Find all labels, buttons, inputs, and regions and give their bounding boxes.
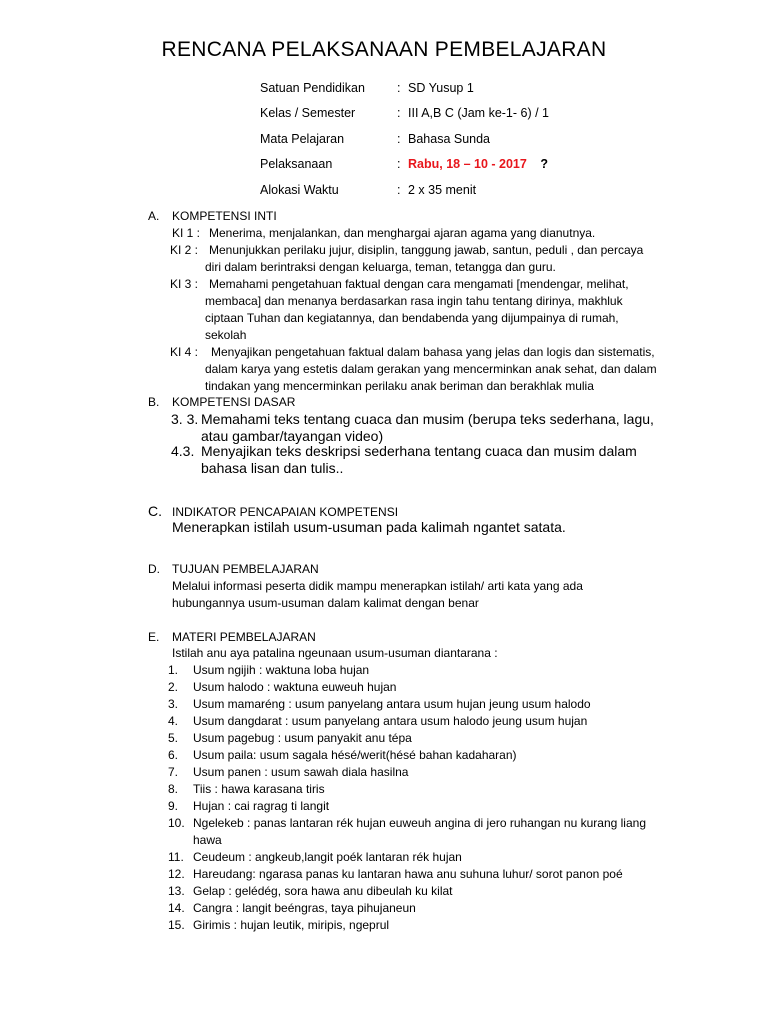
list-item: Usum paila: usum sagala hésé/werit(hésé bahan kadaharan) bbox=[193, 748, 517, 762]
list-item-number: 15. bbox=[168, 918, 185, 932]
section-b-title: KOMPETENSI DASAR bbox=[172, 395, 296, 409]
list-item-number: 4. bbox=[168, 714, 179, 728]
ki4-line: Menyajikan pengetahuan faktual dalam bahasa yang jelas dan logis dan sistematis, bbox=[211, 345, 655, 359]
list-item: Usum halodo : waktuna euweuh hujan bbox=[193, 680, 397, 694]
kd1-number: 3. 3. bbox=[171, 411, 199, 427]
info-value: Bahasa Sunda bbox=[408, 132, 491, 146]
list-item-number: 9. bbox=[168, 799, 179, 813]
ki4-label: KI 4 : bbox=[170, 345, 199, 359]
list-item-number: 1. bbox=[168, 663, 179, 677]
tujuan-line: Melalui informasi peserta didik mampu menerapkan istilah/ arti kata yang ada bbox=[172, 579, 583, 593]
ki1-line: Menerima, menjalankan, dan menghargai ajaran agama yang dianutnya. bbox=[209, 226, 596, 240]
ki2-line: Menunjukkan perilaku jujur, disiplin, tanggung jawab, santun, peduli , dan percaya bbox=[209, 243, 644, 257]
info-colon: : bbox=[397, 183, 401, 197]
list-item: Cangra : langit beéngras, taya pihujaneun bbox=[193, 901, 416, 915]
info-value: 2 x 35 menit bbox=[408, 183, 477, 197]
tujuan-line: hubungannya usum-usuman dalam kalimat dengan benar bbox=[172, 596, 479, 610]
info-label: Kelas / Semester bbox=[260, 106, 356, 120]
list-item: Usum ngijih : waktuna loba hujan bbox=[193, 663, 370, 677]
ki4-line: dalam karya yang estetis dalam gerakan yang mencerminkan anak sehat, dan dalam bbox=[205, 362, 657, 376]
list-item: Ceudeum : angkeub,langit poék lantaran rék hujan bbox=[193, 850, 462, 864]
info-value: SD Yusup 1 bbox=[408, 81, 474, 95]
ki2-line: diri dalam berintraksi dengan keluarga, teman, tetangga dan guru. bbox=[205, 260, 556, 274]
indikator-text: Menerapkan istilah usum-usuman pada kalimah ngantet satata. bbox=[172, 519, 566, 535]
list-item-number: 11. bbox=[168, 850, 184, 864]
section-e-letter: E. bbox=[148, 630, 160, 644]
list-item-number: 5. bbox=[168, 731, 179, 745]
section-c-title: INDIKATOR PENCAPAIAN KOMPETENSI bbox=[172, 505, 399, 519]
ki3-line: ciptaan Tuhan dan kegiatannya, dan bendabenda yang dijumpainya di rumah, bbox=[205, 311, 619, 325]
kd1-line: atau gambar/tayangan video) bbox=[201, 428, 384, 444]
list-item-number: 6. bbox=[168, 748, 179, 762]
list-item: Ngelekeb : panas lantaran rék hujan euweuh angina di jero ruhangan nu kurang liang bbox=[193, 816, 646, 830]
list-item-continuation: hawa bbox=[193, 833, 222, 847]
info-colon: : bbox=[397, 81, 401, 95]
ki3-label: KI 3 : bbox=[170, 277, 199, 291]
list-item-number: 10. bbox=[168, 816, 185, 830]
list-item: Tiis : hawa karasana tiris bbox=[193, 782, 325, 796]
kd1-line: Memahami teks tentang cuaca dan musim (berupa teks sederhana, lagu, bbox=[201, 411, 654, 427]
kd2-line: bahasa lisan dan tulis.. bbox=[201, 460, 344, 476]
question-mark: ? bbox=[540, 157, 548, 171]
list-item: Hareudang: ngarasa panas ku lantaran hawa anu suhuna luhur/ sorot panon poé bbox=[193, 867, 623, 881]
section-a-letter: A. bbox=[148, 209, 160, 223]
list-item: Usum panen : usum sawah diala hasilna bbox=[193, 765, 409, 779]
list-item-number: 13. bbox=[168, 884, 185, 898]
info-value-date bbox=[408, 157, 548, 171]
kd2-line: Menyajikan teks deskripsi sederhana tentang cuaca dan musim dalam bbox=[201, 443, 637, 459]
info-label: Alokasi Waktu bbox=[260, 183, 339, 197]
list-item: Usum pagebug : usum panyakit anu tépa bbox=[193, 731, 412, 745]
list-item: Girimis : hujan leutik, miripis, ngeprul bbox=[193, 918, 390, 932]
ki3-line: membaca] dan menanya berdasarkan rasa ingin tahu tentang dirinya, makhluk bbox=[205, 294, 623, 308]
list-item: Usum mamaréng : usum panyelang antara usum hujan jeung usum halodo bbox=[193, 697, 591, 711]
ki3-line: Memahami pengetahuan faktual dengan cara mengamati [mendengar, melihat, bbox=[209, 277, 629, 291]
list-item: Usum dangdarat : usum panyelang antara usum halodo jeung usum hujan bbox=[193, 714, 588, 728]
info-colon: : bbox=[397, 157, 401, 171]
kd2-number: 4.3. bbox=[171, 443, 195, 459]
info-colon: : bbox=[397, 132, 401, 146]
list-item-number: 8. bbox=[168, 782, 179, 796]
ki2-label: KI 2 : bbox=[170, 243, 199, 257]
list-item-number: 12. bbox=[168, 867, 185, 881]
section-e-title: MATERI PEMBELAJARAN bbox=[172, 630, 316, 644]
list-item-number: 7. bbox=[168, 765, 179, 779]
section-a-title: KOMPETENSI INTI bbox=[172, 209, 277, 223]
date-value: Rabu, 18 – 10 - 2017 bbox=[408, 157, 527, 171]
ki1-label: KI 1 : bbox=[172, 226, 201, 240]
info-label: Satuan Pendidikan bbox=[260, 81, 365, 95]
list-item: Gelap : gelédég, sora hawa anu dibeulah ku kilat bbox=[193, 884, 453, 898]
ki3-line: sekolah bbox=[205, 328, 247, 342]
list-item-number: 2. bbox=[168, 680, 179, 694]
info-label: Mata Pelajaran bbox=[260, 132, 345, 146]
info-colon: : bbox=[397, 106, 401, 120]
section-d-title: TUJUAN PEMBELAJARAN bbox=[172, 562, 319, 576]
section-c-letter: C. bbox=[148, 503, 162, 519]
section-b-letter: B. bbox=[148, 395, 160, 409]
materi-intro: Istilah anu aya patalina ngeunaan usum-usuman diantarana : bbox=[172, 646, 498, 660]
list-item-number: 3. bbox=[168, 697, 179, 711]
section-d-letter: D. bbox=[148, 562, 160, 576]
list-item: Hujan : cai ragrag ti langit bbox=[193, 799, 330, 813]
page-title: RENCANA PELAKSANAAN PEMBELAJARAN bbox=[161, 38, 607, 61]
list-item-number: 14. bbox=[168, 901, 185, 915]
info-label: Pelaksanaan bbox=[260, 157, 333, 171]
ki4-line: tindakan yang mencerminkan perilaku anak beriman dan berakhlak mulia bbox=[205, 379, 594, 393]
info-value: III A,B C (Jam ke-1- 6) / 1 bbox=[408, 106, 550, 120]
